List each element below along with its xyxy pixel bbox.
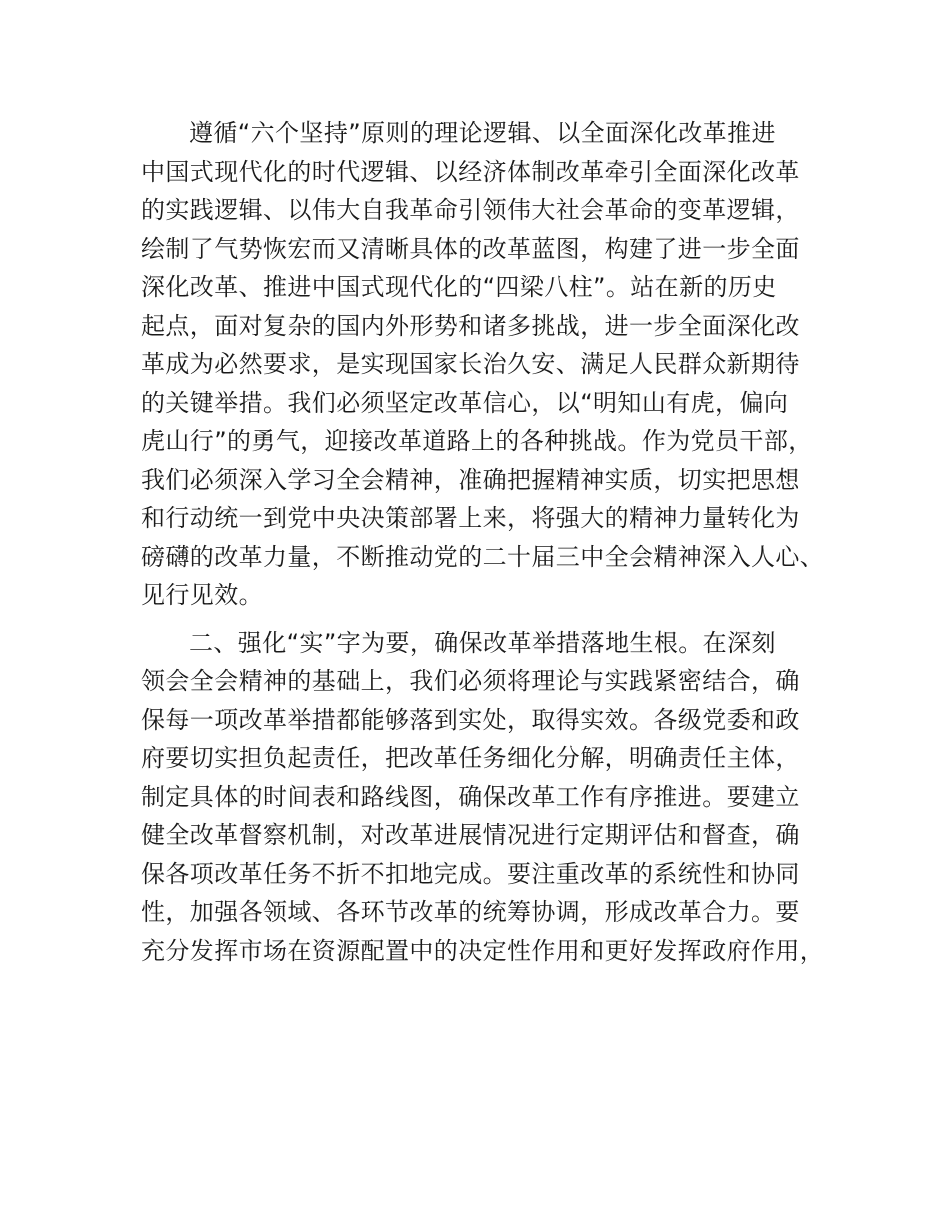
text-line: 充分发挥市场在资源配置中的决定性作用和更好发挥政府作用， <box>141 936 825 965</box>
text-line: 革成为必然要求，是实现国家长治久安、满足人民群众新期待 <box>141 350 800 378</box>
text-line: 和行动统一到党中央决策部署上来，将强大的精神力量转化为 <box>141 504 800 532</box>
document-body <box>141 114 831 970</box>
paragraph-spacer <box>141 615 831 624</box>
text-line: 的实践逻辑、以伟大自我革命引领伟大社会革命的变革逻辑， <box>141 196 800 224</box>
text-line: 的关键举措。我们必须坚定改革信心，以“明知山有虎，偏向 <box>141 388 789 417</box>
text-line: 我们必须深入学习全会精神，准确把握精神实质，切实把思想 <box>141 465 800 494</box>
text-line: 磅礴的改革力量，不断推动党的二十届三中全会精神深入人心、 <box>141 542 825 571</box>
text-line: 二、强化“实”字为要，确保改革举措落地生根。在深刻 <box>189 628 776 657</box>
text-line: 中国式现代化的时代逻辑、以经济体制改革牵引全面深化改革 <box>141 157 800 186</box>
paragraph-1 <box>141 114 831 615</box>
text-line: 领会全会精神的基础上，我们必须将理论与实践紧密结合，确 <box>141 667 800 695</box>
text-line: 府要切实担负起责任，把改革任务细化分解，明确责任主体， <box>141 744 800 772</box>
text-line: 性，加强各领域、各环节改革的统筹协调，形成改革合力。要 <box>141 898 800 926</box>
text-line: 健全改革督察机制，对改革进展情况进行定期评估和督查，确 <box>141 821 800 849</box>
text-line: 保每一项改革举措都能够落到实处，取得实效。各级党委和政 <box>141 705 800 734</box>
text-line: 虎山行”的勇气，迎接改革道路上的各种挑战。作为党员干部， <box>141 427 813 455</box>
text-line: 深化改革、推进中国式现代化的“四梁八柱”。站在新的历史 <box>141 273 777 301</box>
text-line: 保各项改革任务不折不扣地完成。要注重改革的系统性和协同 <box>141 859 800 888</box>
text-line: 遵循“六个坚持”原则的理论逻辑、以全面深化改革推进 <box>189 119 776 147</box>
text-line: 制定具体的时间表和路线图，确保改革工作有序推进。要建立 <box>141 782 800 811</box>
paragraph-2 <box>141 624 831 971</box>
text-line: 起点，面对复杂的国内外形势和诸多挑战，进一步全面深化改 <box>141 311 800 340</box>
text-line: 绘制了气势恢宏而又清晰具体的改革蓝图，构建了进一步全面 <box>141 234 800 263</box>
text-line: 见行见效。 <box>141 581 263 609</box>
